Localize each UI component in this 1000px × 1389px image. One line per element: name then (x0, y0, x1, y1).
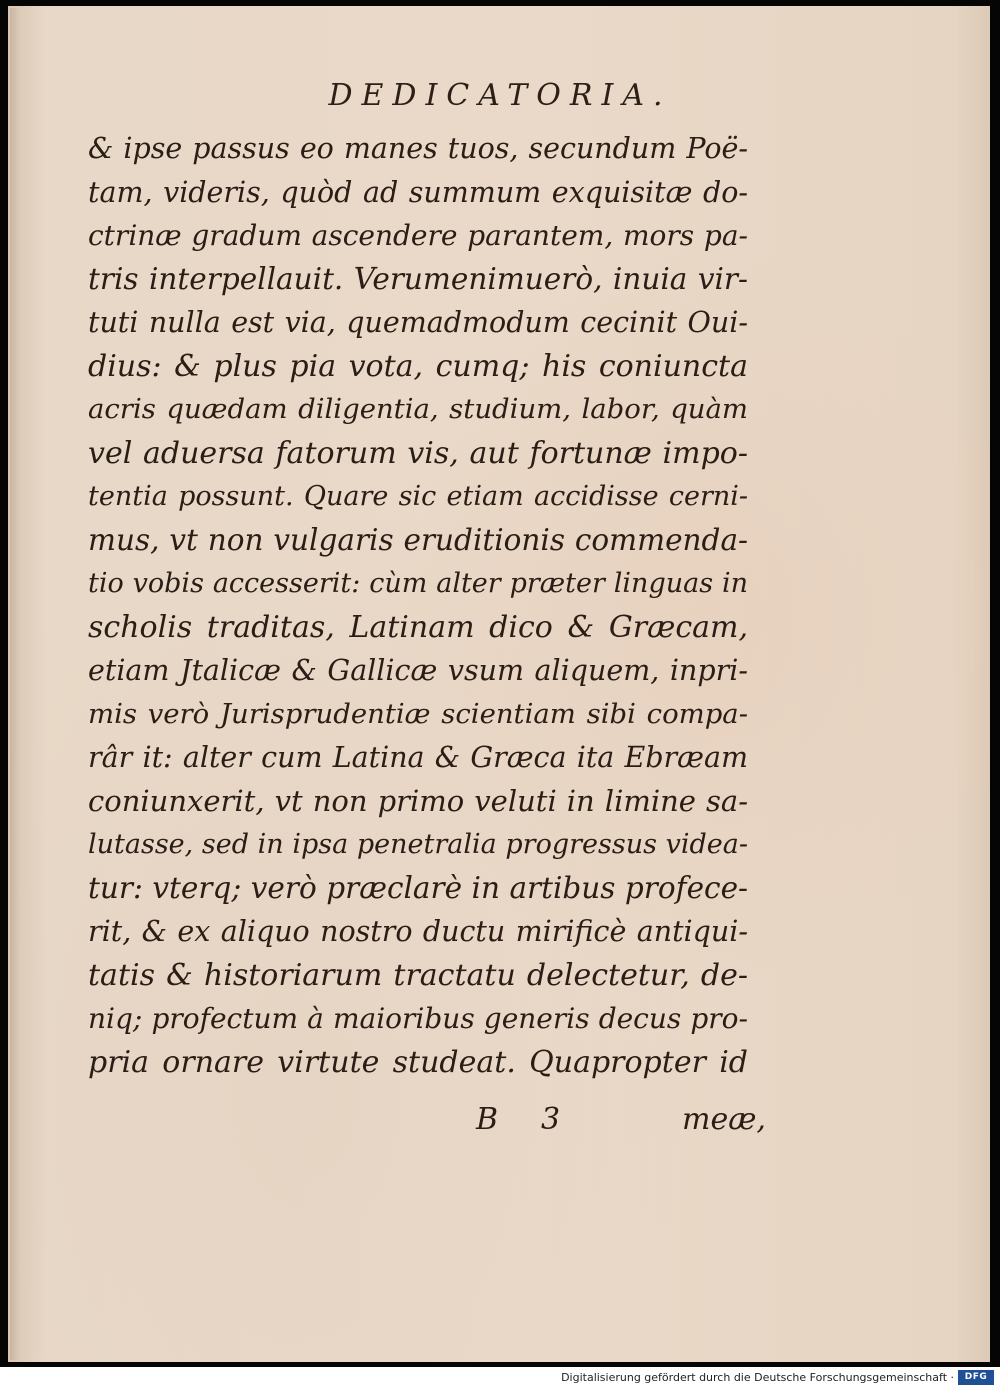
text-line: ctrinæ gradum ascendere parantem, mors pa- (88, 219, 748, 252)
text-line: coniunxerit, vt non primo veluti in limine sa- (88, 783, 748, 818)
page-gutter-shadow (10, 8, 20, 1360)
catchword: meæ, (682, 1102, 766, 1137)
text-line: scholis traditas, Latinam dico & Græcam, (88, 609, 748, 645)
text-line: tam, videris, quòd ad summum exquisitæ do- (88, 175, 748, 209)
text-line: acris quædam diligentia, studium, labor, quàm (88, 393, 748, 425)
text-line: râr it: alter cum Latina & Græca ita Ebræam (88, 741, 748, 774)
dfg-logo: DFG (958, 1370, 994, 1385)
text-line: mus, vt non vulgaris eruditionis commenda- (88, 522, 748, 557)
running-head: DEDICATORIA. (328, 78, 672, 113)
text-line: tatis & historiarum tractatu delectetur, de- (88, 957, 748, 993)
text-line: rit, & ex aliquo nostro ductu mirificè antiqui- (88, 915, 748, 948)
body-text (88, 127, 748, 1084)
text-line: dius: & plus pia vota, cumq; his coniuncta (88, 348, 748, 384)
text-line: tentia possunt. Quare sic etiam accidisse cerni- (88, 481, 748, 512)
text-line: niq; profectum à maioribus generis decus pro- (88, 1002, 748, 1035)
digitization-footer (0, 1367, 1000, 1389)
signature-mark: B (476, 1102, 499, 1137)
text-line: mis verò Jurisprudentiæ scientiam sibi compa- (88, 697, 748, 730)
page-foot-line (0, 1102, 1000, 1146)
text-line: pria ornare virtute studeat. Quapropter id (88, 1044, 748, 1080)
text-line: etiam Jtalicæ & Gallicæ vsum aliquem, inpri- (88, 654, 748, 687)
text-line: & ipse passus eo manes tuos, secundum Poë- (88, 132, 748, 165)
text-line: vel aduersa fatorum vis, aut fortunæ impo- (88, 435, 748, 471)
text-line: lutasse, sed in ipsa penetralia progressus videa- (88, 829, 748, 860)
text-line: tio vobis accesserit: cùm alter præter linguas in (88, 568, 748, 599)
text-line: tuti nulla est via, quemadmodum cecinit Oui- (88, 306, 748, 339)
text-line: tur: vterq; verò præclarè in artibus profece- (88, 870, 748, 905)
funding-credit: Digitalisierung gefördert durch die Deutsche Forschungsgemeinschaft · (561, 1371, 954, 1384)
text-line: tris interpellauit. Verumenimuerò, inuia vir- (88, 261, 748, 296)
folio-number: 3 (541, 1102, 561, 1137)
